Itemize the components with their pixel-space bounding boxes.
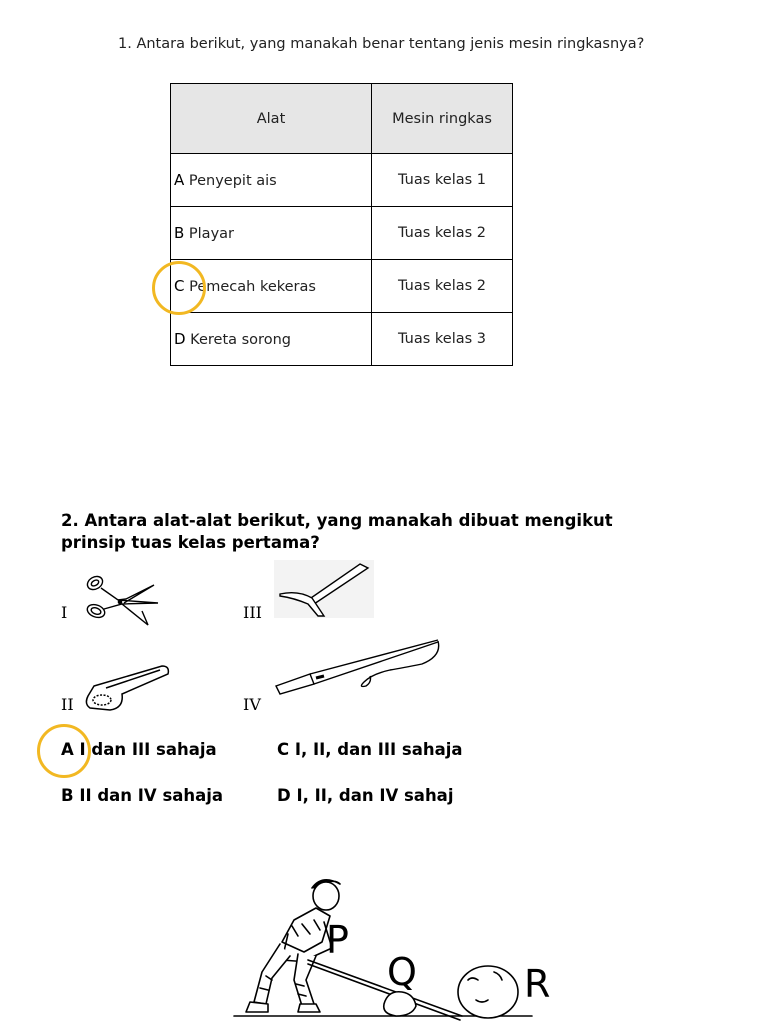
option-c[interactable] <box>277 740 463 759</box>
table-cell-tool <box>171 207 372 260</box>
table-row <box>171 154 513 207</box>
item-label-ii: II <box>61 695 74 714</box>
option-c-text: I, II, dan III sahaja <box>294 740 463 759</box>
table-cell-machine: Tuas kelas 2 <box>372 260 513 313</box>
tool-name: Playar <box>188 226 234 242</box>
pickaxe-icon <box>274 560 374 618</box>
table-header-tool: Alat <box>171 84 372 154</box>
option-d-text: I, II, dan IV sahaj <box>296 786 454 805</box>
option-d[interactable] <box>277 786 453 805</box>
option-letter: A <box>174 171 185 189</box>
table-cell-machine: Tuas kelas 3 <box>372 313 513 366</box>
option-b-letter: B <box>61 786 74 805</box>
option-c-letter: C <box>277 740 290 759</box>
label-p: P <box>326 918 349 962</box>
answer-circle-q1 <box>152 261 206 315</box>
tool-name: Kereta sorong <box>190 332 291 348</box>
answer-circle-q2 <box>37 724 91 778</box>
option-b-text: II dan IV sahaja <box>79 786 224 805</box>
option-letter: D <box>174 330 186 348</box>
table-header-machine: Mesin ringkas <box>372 84 513 154</box>
option-letter: C <box>174 277 185 295</box>
table-cell-machine: Tuas kelas 2 <box>372 207 513 260</box>
tool-name: Penyepit ais <box>188 173 277 189</box>
label-r: R <box>524 962 551 1006</box>
option-letter: B <box>174 224 185 242</box>
item-label-iii: III <box>243 603 262 622</box>
table-row <box>171 207 513 260</box>
question-1-text: 1. Antara berikut, yang manakah benar tentang jenis mesin ringkasnya? <box>118 36 645 52</box>
table-row <box>171 260 513 313</box>
question-1-table <box>170 83 513 366</box>
fishing-rod-icon <box>272 636 444 698</box>
tool-name: Pemecah kekeras <box>189 279 316 295</box>
table-cell-tool <box>171 313 372 366</box>
bottle-opener-icon <box>82 664 174 716</box>
table-header-row <box>171 84 513 154</box>
option-a-letter: A <box>61 740 74 759</box>
table-row <box>171 313 513 366</box>
option-d-letter: D <box>277 786 291 805</box>
option-a-text: I dan III sahaja <box>79 740 217 759</box>
label-q: Q <box>387 950 417 994</box>
scissors-icon <box>82 573 164 629</box>
item-label-iv: IV <box>243 695 261 714</box>
table-cell-machine: Tuas kelas 1 <box>372 154 513 207</box>
option-b[interactable] <box>61 786 223 805</box>
item-label-i: I <box>61 603 68 622</box>
question-2-text: 2. Antara alat-alat berikut, yang manakah dibuat mengikut prinsip tuas kelas pertama? <box>61 511 613 552</box>
table-cell-tool <box>171 154 372 207</box>
